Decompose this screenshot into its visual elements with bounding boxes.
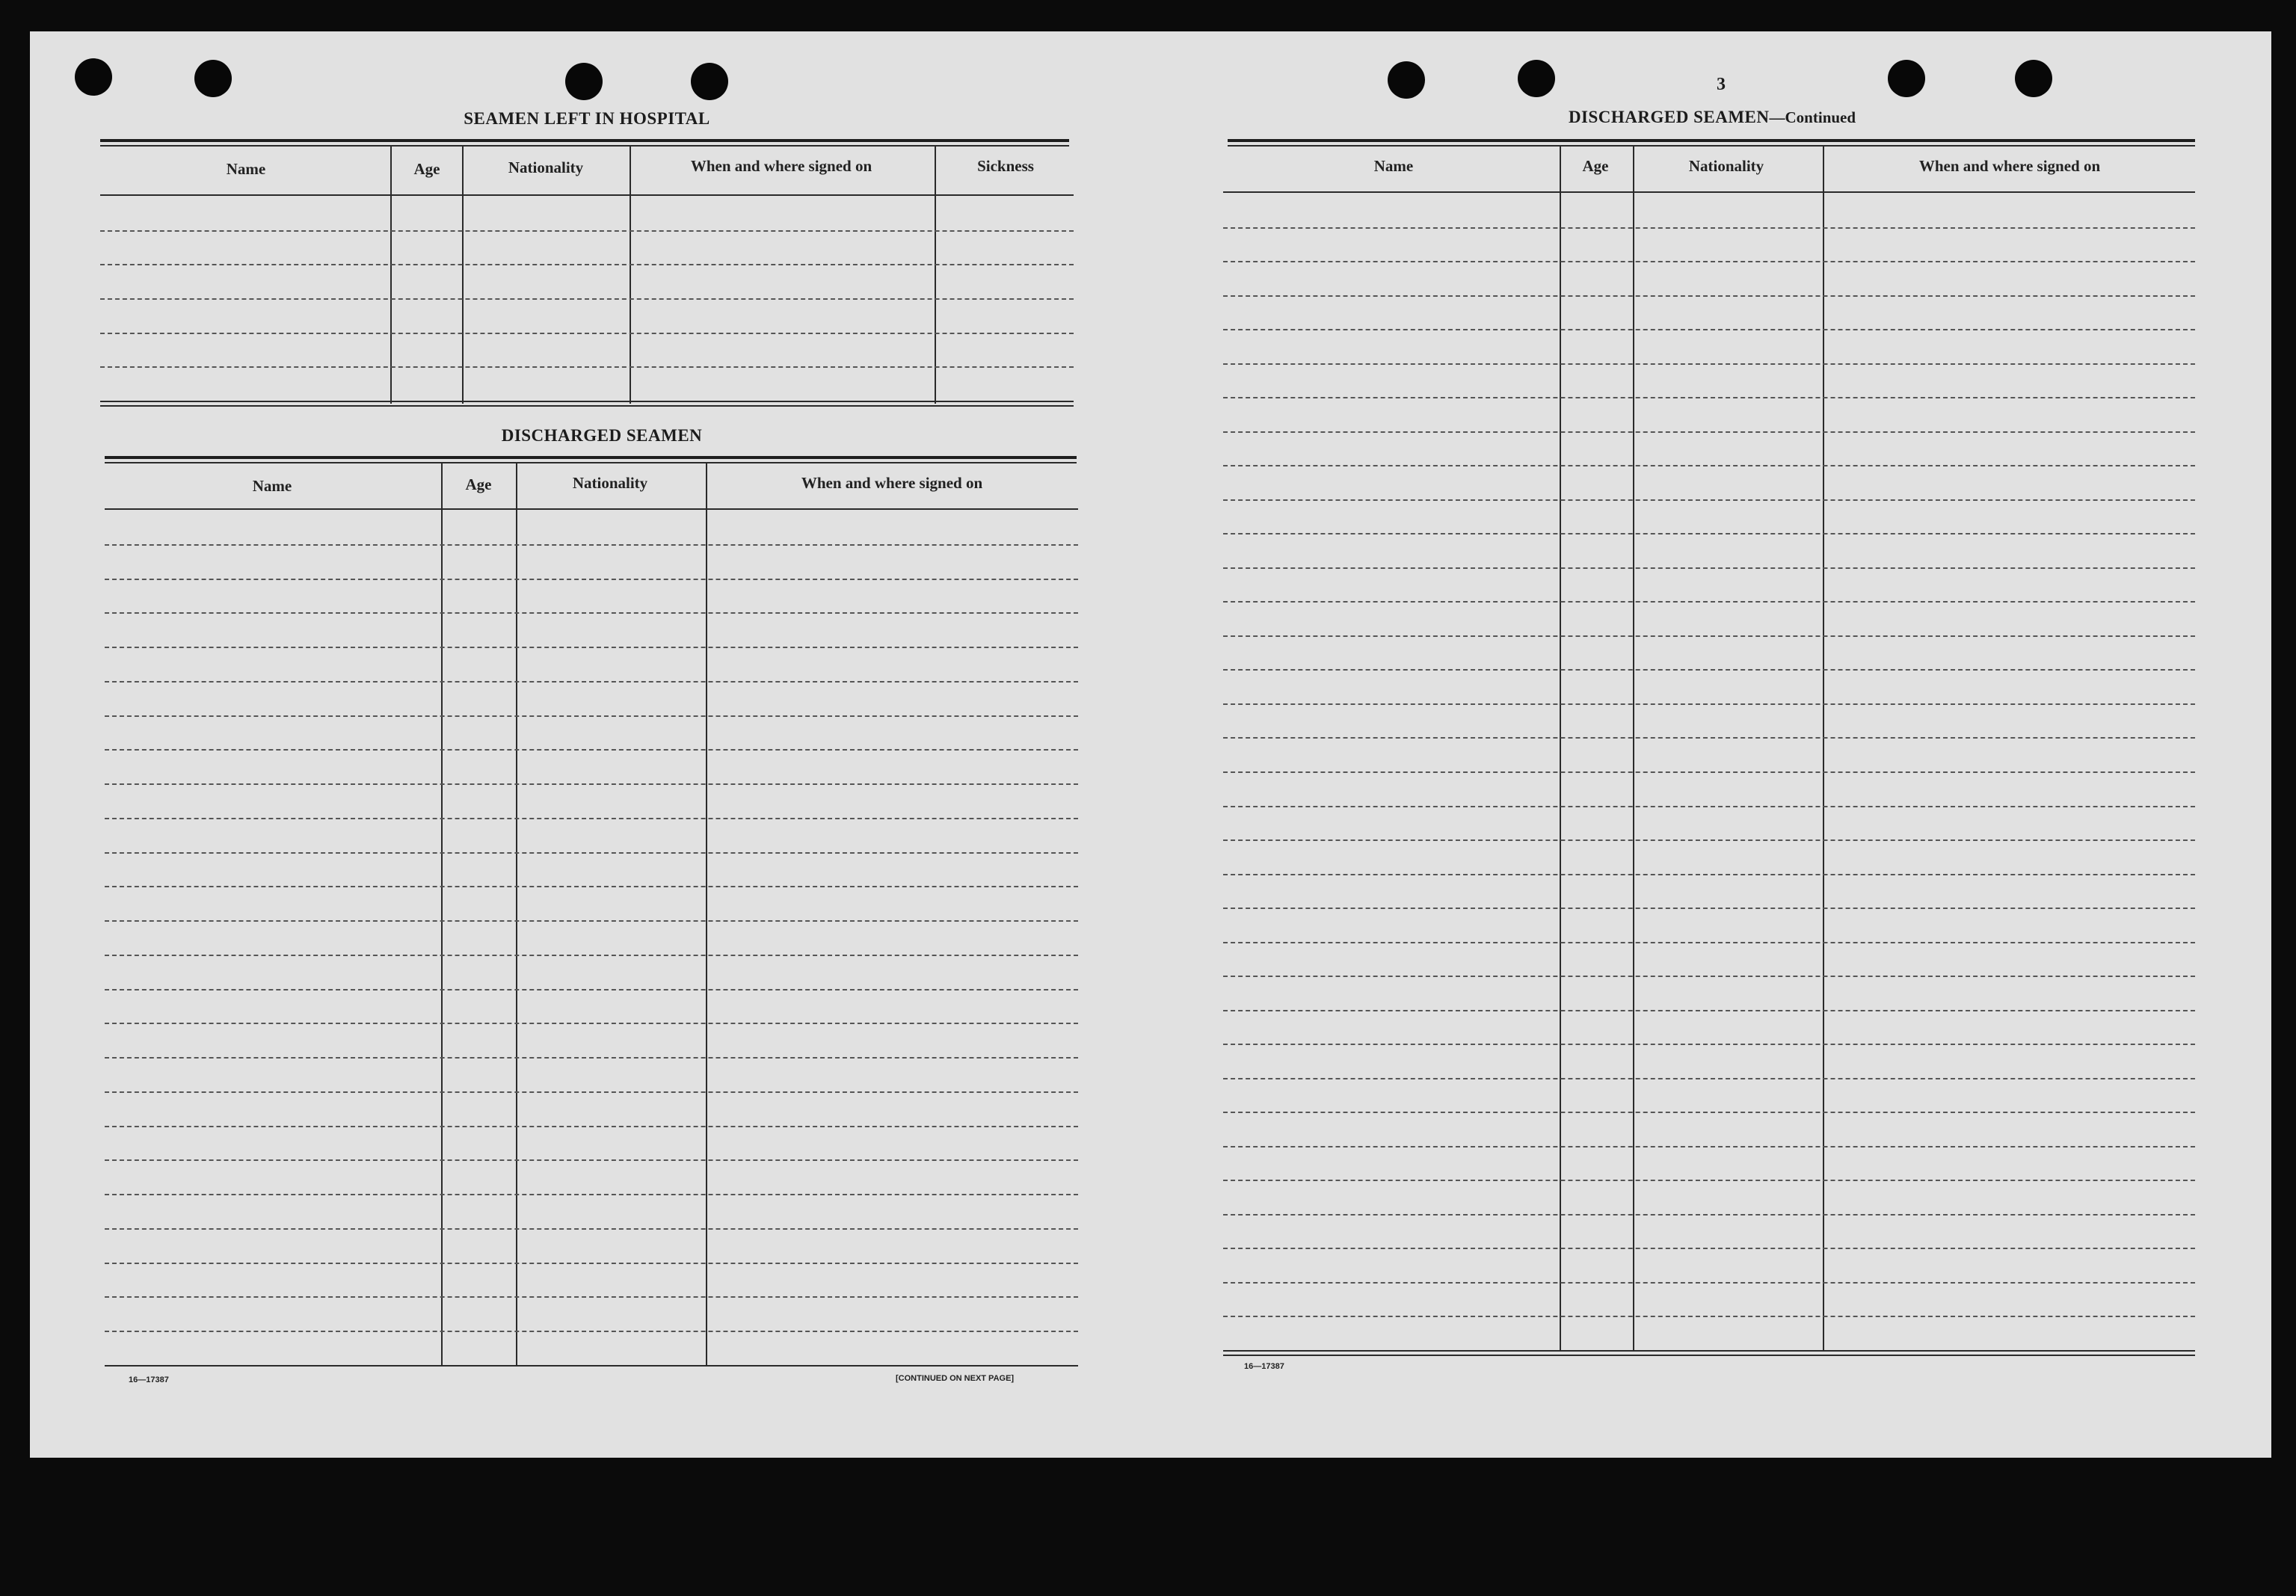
column-header-age: Age [1582, 157, 1609, 175]
column-divider [441, 463, 443, 1367]
column-header-signed-on: When and where signed on [1918, 157, 2101, 175]
table-row-rule [1223, 1316, 2195, 1317]
table-top-rule [105, 456, 1077, 459]
column-header-age: Age [465, 475, 492, 493]
column-header-age: Age [413, 160, 440, 178]
table-row-rule [1223, 431, 2195, 433]
table-row-rule [105, 1228, 1078, 1230]
header-bottom-rule [105, 508, 1078, 510]
table-row-rule [105, 612, 1078, 614]
discharged-continued-title [1540, 108, 1884, 127]
table-row-rule [1223, 1078, 2195, 1079]
table-row-rule [1223, 737, 2195, 739]
table-row-rule [1223, 295, 2195, 297]
punch-hole [194, 60, 232, 97]
column-header-name: Name [226, 160, 266, 178]
punch-hole [1518, 60, 1555, 97]
table-row-rule [1223, 397, 2195, 398]
punch-hole [1888, 60, 1925, 97]
table-row-rule [105, 1126, 1078, 1127]
continued-note: [CONTINUED ON NEXT PAGE] [896, 1374, 1015, 1383]
column-header-sickness: Sickness [977, 157, 1034, 175]
table-row-rule [105, 886, 1078, 887]
page-number: 3 [1717, 75, 1726, 94]
punch-hole [75, 58, 112, 96]
form-number: 16—17387 [129, 1375, 169, 1384]
discharged-section-title: DISCHARGED SEAMEN [501, 426, 703, 445]
form-number: 16—17387 [1244, 1362, 1284, 1371]
column-divider [706, 463, 707, 1367]
column-header-name: Name [1373, 157, 1414, 175]
table-top-rule [1228, 139, 2195, 142]
table-row-rule [105, 681, 1078, 683]
table-top-rule [1228, 145, 2195, 147]
table-row-rule [105, 1194, 1078, 1195]
column-header-signed-on: When and where signed on [690, 157, 872, 175]
table-row-rule [100, 230, 1074, 232]
column-divider [630, 147, 631, 404]
table-bottom-rule [100, 405, 1074, 407]
table-row-rule [1223, 635, 2195, 637]
table-top-rule [100, 139, 1069, 142]
table-row-rule [1223, 601, 2195, 603]
column-header-nationality: Nationality [508, 158, 584, 176]
table-row-rule [1223, 1248, 2195, 1249]
table-bottom-rule [100, 401, 1074, 402]
table-row-rule [105, 852, 1078, 854]
table-row-rule [105, 1331, 1078, 1332]
table-row-rule [1223, 771, 2195, 773]
table-row-rule [105, 1159, 1078, 1161]
table-row-rule [1223, 533, 2195, 534]
punch-hole [691, 63, 728, 100]
table-row-rule [1223, 1146, 2195, 1147]
table-row-rule [100, 298, 1074, 300]
column-divider [1823, 147, 1824, 1352]
table-bottom-rule [1223, 1350, 2195, 1352]
table-row-rule [1223, 567, 2195, 569]
hospital-section-title: SEAMEN LEFT IN HOSPITAL [464, 109, 710, 128]
table-row-rule [105, 1091, 1078, 1093]
column-header-nationality: Nationality [572, 474, 648, 492]
column-header-name: Name [252, 477, 292, 495]
table-row-rule [105, 544, 1078, 546]
discharged-continued-title-main: DISCHARGED SEAMEN [1568, 108, 1770, 126]
table-row-rule [1223, 499, 2195, 501]
table-row-rule [1223, 1112, 2195, 1113]
table-row-rule [105, 647, 1078, 648]
table-row-rule [1223, 942, 2195, 943]
table-row-rule [105, 818, 1078, 819]
punch-hole [1388, 61, 1425, 99]
table-row-rule [105, 989, 1078, 990]
table-row-rule [1223, 874, 2195, 875]
table-bottom-rule [1223, 1355, 2195, 1356]
table-row-rule [1223, 908, 2195, 909]
table-row-rule [1223, 806, 2195, 807]
table-row-rule [1223, 976, 2195, 977]
punch-hole [2015, 60, 2052, 97]
document-sheet [30, 31, 2271, 1458]
table-row-rule [1223, 1214, 2195, 1216]
punch-hole [565, 63, 603, 100]
table-row-rule [1223, 465, 2195, 466]
table-row-rule [1223, 669, 2195, 671]
table-row-rule [105, 579, 1078, 580]
table-row-rule [100, 366, 1074, 368]
column-divider [462, 147, 464, 404]
table-row-rule [105, 955, 1078, 956]
table-row-rule [1223, 839, 2195, 841]
table-row-rule [105, 1023, 1078, 1024]
table-row-rule [105, 783, 1078, 785]
table-row-rule [1223, 703, 2195, 705]
table-row-rule [105, 1296, 1078, 1298]
table-bottom-rule [105, 1365, 1078, 1367]
table-row-rule [1223, 227, 2195, 229]
table-row-rule [1223, 1180, 2195, 1181]
table-row-rule [1223, 1010, 2195, 1011]
table-row-rule [105, 920, 1078, 922]
column-divider [390, 147, 392, 404]
column-divider [935, 147, 936, 404]
header-bottom-rule [100, 194, 1074, 196]
table-row-rule [100, 264, 1074, 265]
table-row-rule [105, 1057, 1078, 1059]
table-row-rule [1223, 1282, 2195, 1284]
column-divider [1560, 147, 1561, 1352]
column-header-nationality: Nationality [1688, 157, 1764, 175]
table-row-rule [1223, 1044, 2195, 1045]
table-top-rule [105, 462, 1077, 463]
column-divider [1633, 147, 1634, 1352]
table-top-rule [100, 145, 1069, 147]
table-row-rule [1223, 261, 2195, 262]
discharged-continued-title-suffix: —Continued [1769, 108, 1856, 126]
header-bottom-rule [1223, 191, 2195, 193]
table-row-rule [105, 749, 1078, 751]
column-divider [516, 463, 517, 1367]
table-row-rule [105, 715, 1078, 717]
table-row-rule [1223, 363, 2195, 365]
table-row-rule [100, 333, 1074, 334]
table-row-rule [1223, 329, 2195, 330]
column-header-signed-on: When and where signed on [801, 474, 983, 492]
table-row-rule [105, 1263, 1078, 1264]
